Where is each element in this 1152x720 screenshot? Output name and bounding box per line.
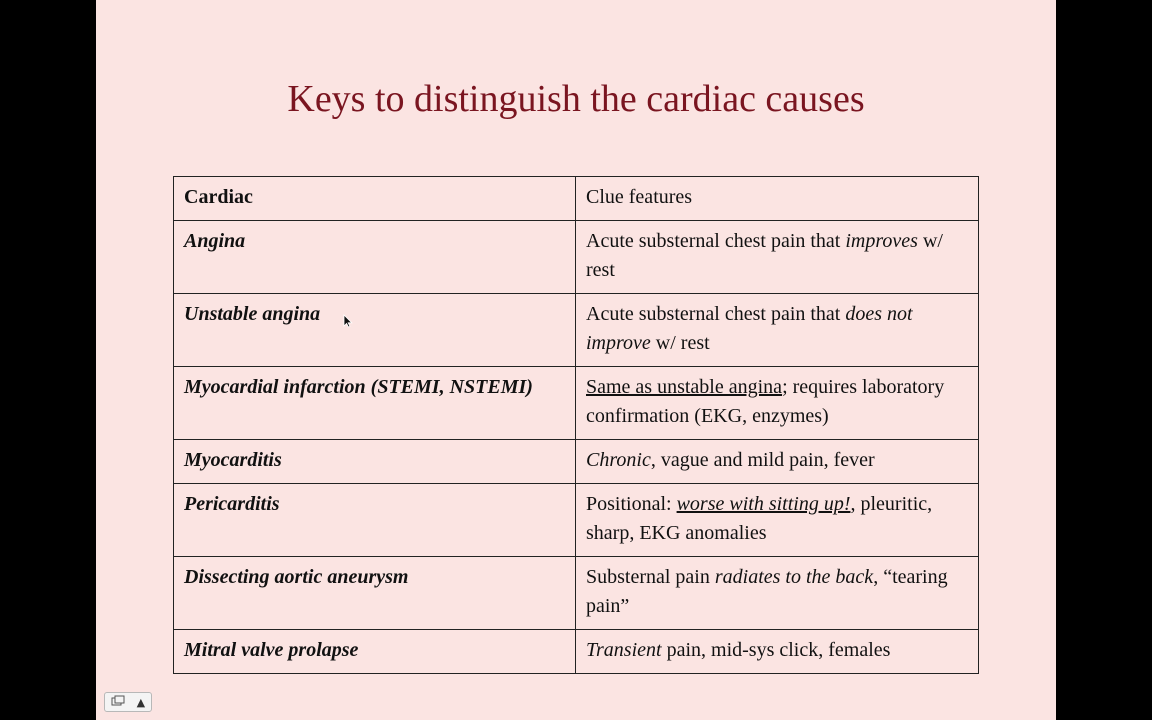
slides-icon[interactable] bbox=[111, 695, 125, 710]
cardiac-cause-cell: Mitral valve prolapse bbox=[174, 630, 576, 674]
clue-text-segment: Chronic bbox=[586, 449, 651, 471]
header-cardiac: Cardiac bbox=[174, 177, 576, 221]
clue-text-segment: Acute substernal chest pain that bbox=[586, 303, 846, 325]
mouse-pointer-icon bbox=[343, 314, 353, 328]
clue-text-segment: w/ rest bbox=[586, 230, 943, 281]
cardiac-cause-cell: Myocardial infarction (STEMI, NSTEMI) bbox=[174, 367, 576, 440]
cardiac-cause-cell: Pericarditis bbox=[174, 484, 576, 557]
clue-text-segment: Substernal pain bbox=[586, 566, 715, 588]
clue-features-cell bbox=[576, 367, 979, 440]
clue-text-segment: Transient bbox=[586, 639, 662, 661]
cardiac-cause-cell: Myocarditis bbox=[174, 440, 576, 484]
clue-text-segment: ; requires laboratory confirmation (EKG, enzymes) bbox=[586, 376, 945, 427]
clue-features-cell bbox=[576, 440, 979, 484]
clue-text-segment: worse with sitting up! bbox=[676, 493, 851, 515]
table-row bbox=[174, 484, 979, 557]
triangle-up-icon[interactable]: ▲ bbox=[136, 695, 146, 709]
table-row bbox=[174, 630, 979, 674]
clue-text-segment: does not improve bbox=[586, 303, 913, 354]
clue-text-segment: Same as unstable angina bbox=[586, 376, 783, 398]
table-row bbox=[174, 367, 979, 440]
clue-text-segment: pain, mid-sys click, females bbox=[661, 639, 891, 661]
header-clue-features: Clue features bbox=[576, 177, 979, 221]
clue-text-segment: , vague and mild pain, fever bbox=[650, 449, 875, 471]
cardiac-cause-cell: Dissecting aortic aneurysm bbox=[174, 557, 576, 630]
clue-text-segment: Acute substernal chest pain that bbox=[586, 230, 846, 252]
clue-text-segment: , pleuritic, sharp, EKG anomalies bbox=[586, 493, 933, 544]
clue-text-segment: improves bbox=[845, 230, 918, 252]
cardiac-cause-cell: Angina bbox=[174, 221, 576, 294]
table-header-row bbox=[174, 177, 979, 221]
clue-features-cell bbox=[576, 294, 979, 367]
cardiac-causes-table bbox=[173, 176, 979, 674]
clue-text-segment: , “tearing pain” bbox=[586, 566, 948, 617]
clue-text-segment: w/ rest bbox=[650, 332, 710, 354]
clue-features-cell bbox=[576, 484, 979, 557]
clue-text-segment: radiates to the back bbox=[714, 566, 874, 588]
slide-controls-widget[interactable] bbox=[104, 692, 152, 712]
table-row bbox=[174, 294, 979, 367]
clue-text-segment: Positional: bbox=[586, 493, 677, 515]
clue-features-cell bbox=[576, 221, 979, 294]
clue-features-cell bbox=[576, 557, 979, 630]
table-row bbox=[174, 440, 979, 484]
slide bbox=[96, 0, 1056, 720]
cardiac-cause-cell: Unstable angina bbox=[174, 294, 576, 367]
table-row bbox=[174, 557, 979, 630]
table-body bbox=[174, 177, 979, 674]
table-row bbox=[174, 221, 979, 294]
slide-title: Keys to distinguish the cardiac causes bbox=[287, 78, 865, 120]
clue-features-cell bbox=[576, 630, 979, 674]
